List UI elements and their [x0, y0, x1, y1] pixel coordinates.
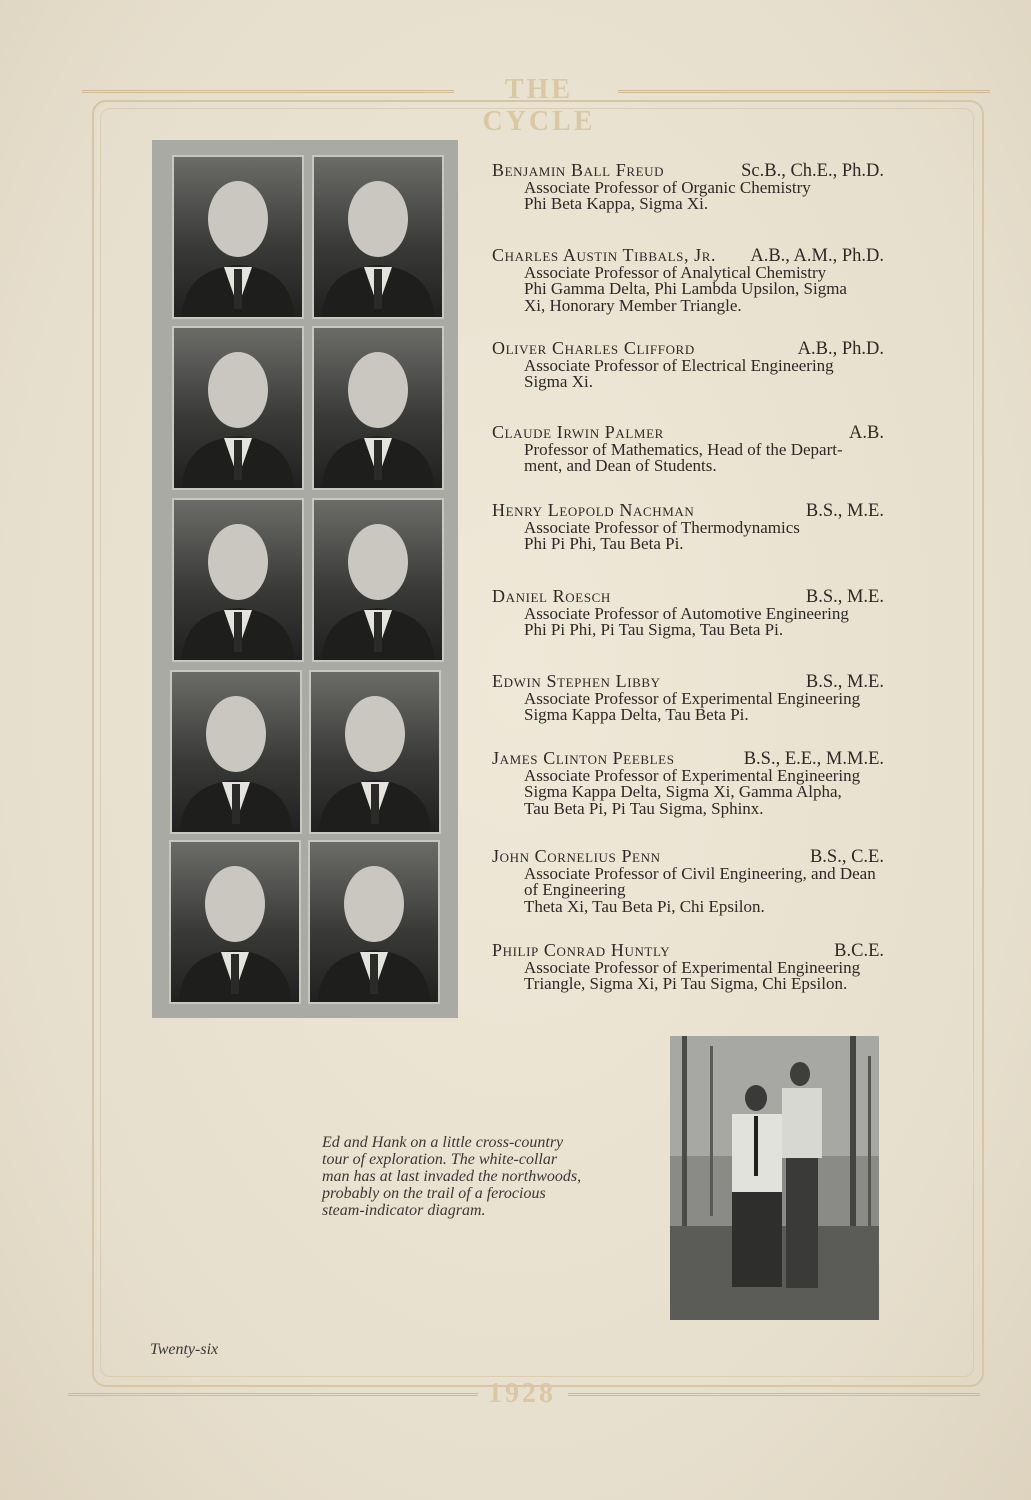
outdoor-photo-graphic [670, 1036, 879, 1320]
faculty-detail-line: Associate Professor of Electrical Engineering [524, 355, 834, 375]
portrait-icon [172, 155, 304, 319]
portrait-icon [308, 840, 440, 1004]
header-rule-left [82, 90, 454, 93]
portrait-icon [309, 670, 441, 834]
portrait-icon [169, 840, 301, 1004]
faculty-entry [492, 162, 884, 213]
faculty-detail-line: Associate Professor of Analytical Chemistry [524, 262, 827, 282]
faculty-name: John Cornelius Penn [492, 846, 661, 866]
faculty-degrees: A.B., A.M., Ph.D. [750, 246, 884, 266]
faculty-detail-line: Professor of Mathematics, Head of the Depart- [524, 439, 843, 459]
faculty-degrees: B.S., M.E. [805, 587, 884, 607]
caption-line: Ed and Hank on a little cross-country [322, 1134, 564, 1151]
faculty-name: Oliver Charles Clifford [492, 338, 695, 358]
faculty-entry [492, 848, 884, 916]
faculty-detail-line: Sigma Kappa Delta, Tau Beta Pi. [524, 705, 749, 725]
faculty-detail-line: Tau Beta Pi, Pi Tau Sigma, Sphinx. [524, 799, 764, 819]
faculty-detail-line: of Engineering [524, 880, 626, 900]
faculty-entry [492, 424, 884, 475]
page-number: Twenty-six [150, 1341, 219, 1358]
faculty-photo-panel [152, 140, 458, 1018]
portrait-icon [312, 498, 444, 662]
faculty-detail-line: Associate Professor of Automotive Engineering [524, 603, 849, 623]
faculty-entry [492, 673, 884, 724]
faculty-degrees: B.S., M.E. [805, 501, 884, 521]
photo-caption [322, 1134, 592, 1219]
header-rule-right [618, 90, 990, 93]
running-header-title: THE CYCLE [482, 74, 596, 137]
faculty-entry [492, 588, 884, 639]
faculty-degrees: Sc.B., Ch.E., Ph.D. [741, 161, 884, 181]
portrait-icon [172, 498, 304, 662]
faculty-detail-line: Phi Gamma Delta, Phi Lambda Upsilon, Sigma [524, 279, 847, 299]
faculty-name: Benjamin Ball Freud [492, 160, 665, 180]
faculty-detail-line: ment, and Dean of Students. [524, 456, 717, 476]
faculty-degrees: A.B. [849, 423, 884, 443]
portrait-icon [172, 326, 304, 490]
faculty-detail-line: Xi, Honorary Member Triangle. [524, 296, 742, 316]
faculty-degrees: B.C.E. [834, 941, 884, 961]
faculty-entry [492, 340, 884, 391]
caption-line: man has at last invaded the northwoods, [322, 1168, 582, 1185]
faculty-entry [492, 247, 884, 315]
faculty-detail-line: Associate Professor of Civil Engineering, and Dean [524, 863, 876, 883]
faculty-name: Philip Conrad Huntly [492, 940, 671, 960]
caption-line: probably on the trail of a ferocious [322, 1185, 546, 1202]
faculty-degrees: B.S., E.E., M.M.E. [743, 749, 884, 769]
faculty-detail-line: Sigma Xi. [524, 372, 593, 392]
footer-rule-left [68, 1393, 478, 1396]
portrait-icon [170, 670, 302, 834]
running-footer-year: 1928 [488, 1378, 556, 1409]
portrait-icon [312, 155, 444, 319]
faculty-entry [492, 942, 884, 993]
faculty-detail-line: Sigma Kappa Delta, Sigma Xi, Gamma Alpha, [524, 782, 842, 802]
faculty-detail-line: Phi Pi Phi, Pi Tau Sigma, Tau Beta Pi. [524, 620, 784, 640]
faculty-name: Charles Austin Tibbals, Jr. [492, 245, 717, 265]
faculty-name: Henry Leopold Nachman [492, 500, 695, 520]
faculty-detail-line: Phi Beta Kappa, Sigma Xi. [524, 194, 709, 214]
faculty-degrees: B.S., M.E. [805, 672, 884, 692]
faculty-detail-line: Theta Xi, Tau Beta Pi, Chi Epsilon. [524, 897, 765, 917]
faculty-degrees: A.B., Ph.D. [797, 339, 884, 359]
caption-line: steam-indicator diagram. [322, 1202, 486, 1219]
faculty-detail-line: Associate Professor of Experimental Engineering [524, 765, 861, 785]
portrait-icon [312, 326, 444, 490]
faculty-name: Edwin Stephen Libby [492, 671, 661, 691]
faculty-detail-line: Phi Pi Phi, Tau Beta Pi. [524, 534, 684, 554]
faculty-entry [492, 502, 884, 553]
footer-rule-right [568, 1393, 980, 1396]
faculty-detail-line: Triangle, Sigma Xi, Pi Tau Sigma, Chi Epsilon. [524, 974, 848, 994]
caption-line: tour of exploration. The white-collar [322, 1151, 558, 1168]
faculty-name: James Clinton Peebles [492, 748, 675, 768]
faculty-detail-line: Associate Professor of Experimental Engineering [524, 957, 861, 977]
outdoor-photo-icon [670, 1036, 879, 1320]
faculty-detail-line: Associate Professor of Thermodynamics [524, 517, 800, 537]
faculty-entry [492, 750, 884, 818]
faculty-name: Claude Irwin Palmer [492, 422, 664, 442]
faculty-degrees: B.S., C.E. [809, 847, 884, 867]
faculty-detail-line: Associate Professor of Organic Chemistry [524, 177, 811, 197]
faculty-detail-line: Associate Professor of Experimental Engineering [524, 688, 861, 708]
faculty-name: Daniel Roesch [492, 586, 611, 606]
